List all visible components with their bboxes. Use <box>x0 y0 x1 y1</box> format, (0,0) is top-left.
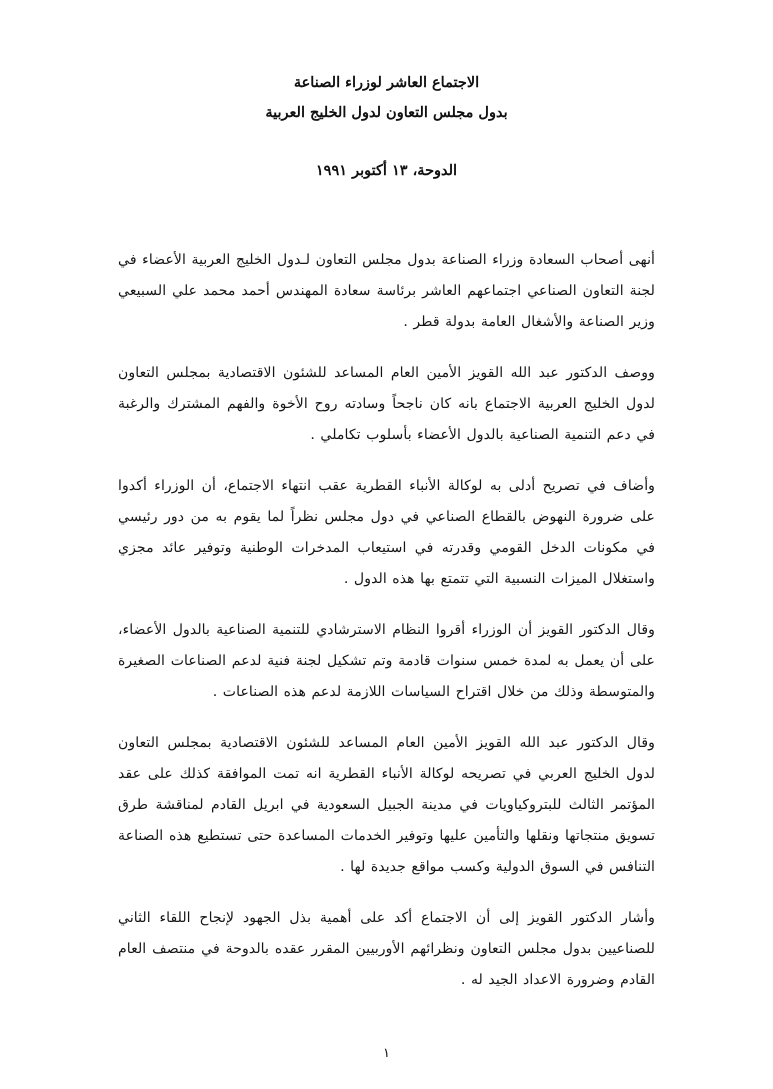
document-date: الدوحة، ١٣ أكتوبر ١٩٩١ <box>315 162 458 179</box>
document-title <box>118 68 655 128</box>
document-body <box>118 245 655 996</box>
paragraph: وأضاف في تصريح أدلى به لوكالة الأنباء القطرية عقب انتهاء الاجتماع، أن الوزراء أكدوا على ضرورة النهوض بالقطاع الصناعي في دول مجلس نظراً لما يقوم به من دور رئيسي في مكونات الدخل القومي وقدرته في استيعاب المدخرات الوطنية وتوفير عائد مجزي واستغلال الميزات النسبية التي تتمتع بها هذه الدول . <box>118 478 655 587</box>
title-line-2: بدول مجلس التعاون لدول الخليج العربية <box>265 104 508 121</box>
paragraph: وقال الدكتور القويز أن الوزراء أقروا النظام الاسترشادي للتنمية الصناعية بالدول الأعضاء، على أن يعمل به لمدة خمس سنوات قادمة وتم تشكيل لجنة فنية لدعم الصناعات الصغيرة والمتوسطة وذلك من خلال اقتراح السياسات اللازمة لدعم هذه الصناعات . <box>118 622 655 700</box>
paragraph: وأشار الدكتور القويز إلى أن الاجتماع أكد على أهمية بذل الجهود لإنجاح اللقاء الثاني للصناعيين بدول مجلس التعاون ونظرائهم الأوربيين المقرر عقده بالدوحة في منتصف العام القادم وضرورة الاعداد الجيد له . <box>118 910 655 988</box>
paragraph: وقال الدكتور عبد الله القويز الأمين العام المساعد للشئون الاقتصادية بمجلس التعاون لدول الخليج العربي في تصريحه لوكالة الأنباء القطرية انه تمت الموافقة كذلك على عقد المؤتمر الثالث للبتروكياويات في مدينة الجبيل السعودية في ابريل القادم لمناقشة طرق تسويق منتجاتها ونقلها والتأمين عليها وتوفير الخدمات المساعدة حتى تستطيع هذه الصناعة التنافس في السوق الدولية وكسب مواقع جديدة لها . <box>118 735 655 875</box>
page-number: ١ <box>383 1046 390 1061</box>
paragraph: أنهى أصحاب السعادة وزراء الصناعة بدول مجلس التعاون لـدول الخليج العربية الأعضاء في لجنة التعاون الصناعي اجتماعهم العاشر برئاسة سعادة المهندس أحمد محمد علي السبيعي وزير الصناعة والأشغال العامة بدولة قطر . <box>118 252 655 330</box>
paragraph: ووصف الدكتور عبد الله القويز الأمين العام المساعد للشئون الاقتصادية بمجلس التعاون لدول الخليج العربية الاجتماع بانه كان ناجحاً وسادته روح الأخوة والفهم المشترك والرغبة في دعم التنمية الصناعية بالدول الأعضاء بأسلوب تكاملي . <box>118 365 655 443</box>
title-line-1: الاجتماع العاشر لوزراء الصناعة <box>293 74 480 91</box>
